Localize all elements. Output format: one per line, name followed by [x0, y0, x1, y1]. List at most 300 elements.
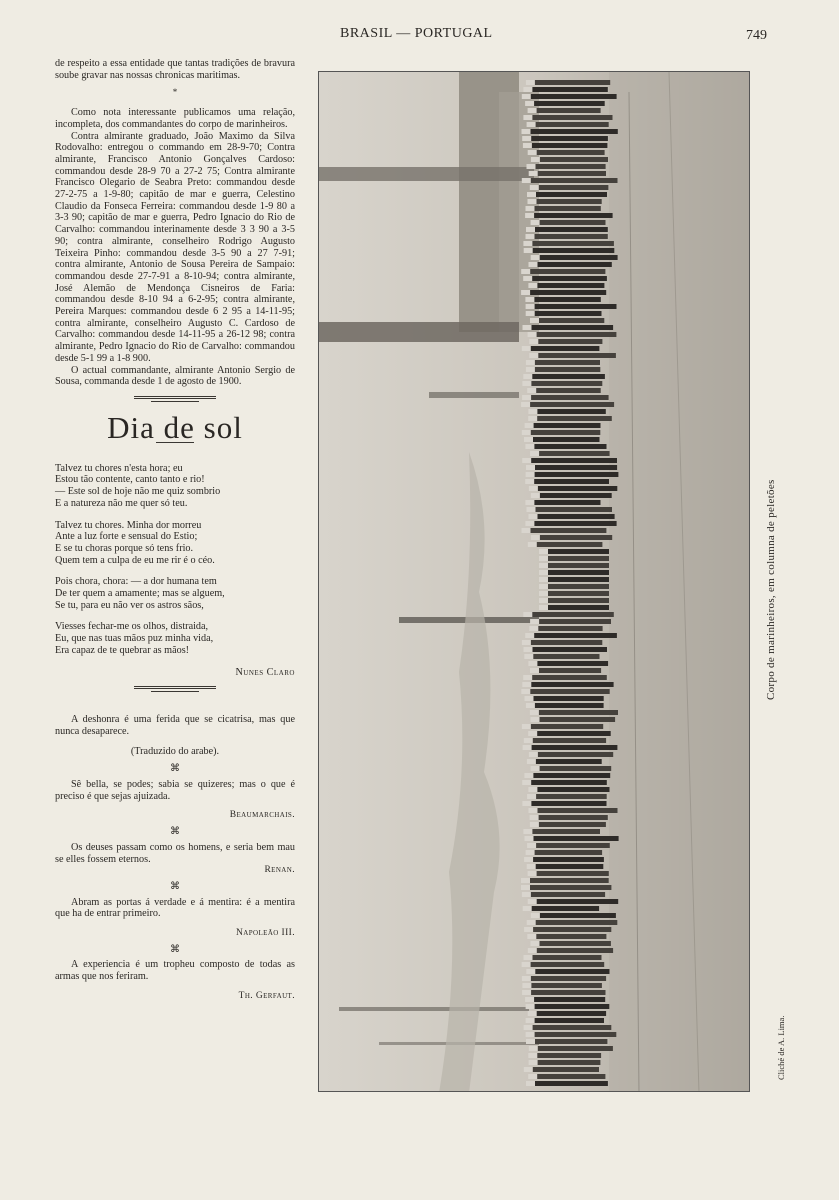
sailor-rank: [536, 542, 603, 547]
sailor-caps: [539, 563, 548, 568]
sailor-rank: [537, 171, 606, 176]
sailor-rank: [538, 185, 609, 190]
article-paragraph: Como nota interessante publicamos uma relação, incompleta, dos commandantes do corpo de marinheiros.: [55, 107, 295, 130]
poem-title: Dia de sol: [107, 409, 243, 445]
sailor-caps: [529, 626, 538, 631]
poem-line: Talvez tu chores n'esta hora; eu: [55, 462, 183, 474]
sailor-caps: [527, 507, 536, 512]
sailor-rank: [538, 318, 604, 323]
sailor-caps: [530, 822, 539, 827]
sailor-rank: [531, 829, 600, 834]
sailor-caps: [522, 983, 531, 988]
sailor-caps: [522, 780, 531, 785]
sailor-caps: [539, 556, 548, 561]
mast: [429, 392, 519, 398]
sailor-caps: [526, 850, 535, 855]
photo-credit: Cliché de A. Lima.: [776, 1015, 786, 1080]
sailor-rank: [532, 1025, 612, 1030]
poem-author: Nunes Claro: [235, 666, 295, 678]
poem-line: De ter quem a amamente; mas se alguem,: [55, 588, 225, 600]
sailor-caps: [522, 976, 531, 981]
sailor-rank: [537, 353, 616, 358]
sailor-rank: [538, 815, 608, 820]
sailor-rank: [529, 402, 614, 407]
sailor-caps: [526, 304, 535, 309]
sailor-rank: [537, 1046, 613, 1051]
maxim-source: Renan.: [264, 865, 295, 876]
sailor-caps: [524, 647, 533, 652]
sailor-rank: [536, 409, 605, 414]
sailor-caps: [528, 332, 537, 337]
sailor-caps: [522, 962, 531, 967]
sailor-caps: [529, 808, 538, 813]
sailor-caps: [523, 325, 532, 330]
sailor-caps: [526, 311, 535, 316]
section-separator: *: [172, 87, 178, 98]
sailors-photograph: [318, 71, 750, 1092]
sailor-caps: [529, 752, 538, 757]
sailor-rank: [536, 787, 609, 792]
sailor-caps: [524, 857, 533, 862]
sailor-caps: [527, 122, 536, 127]
poem-line: Se tu, para eu não ver os astros sãos,: [55, 599, 204, 611]
sailor-rank: [534, 1039, 607, 1044]
sailor-caps: [528, 1074, 537, 1079]
sailor-rank: [536, 108, 601, 113]
sailor-caps: [529, 1060, 538, 1065]
sailor-rank: [535, 794, 607, 799]
sailor-caps: [527, 920, 536, 925]
sailor-rank: [539, 493, 612, 498]
sailor-rank: [530, 640, 602, 645]
poem-line: Estou tão contente, canto tanto e rio!: [55, 474, 205, 486]
sailor-caps: [527, 192, 536, 197]
maxim-text: Os deuses passam como os homens, e seria bem mau se elles fossem eternos.: [55, 841, 295, 865]
sailor-rank: [530, 528, 607, 533]
sailor-caps: [529, 1046, 538, 1051]
poem-line: E se tu choras porque só tens frio.: [55, 542, 194, 554]
poem-stanza: [55, 576, 295, 611]
poem-stanza: [55, 520, 295, 567]
sailor-rank: [533, 213, 613, 218]
sailor-caps: [530, 815, 539, 820]
sailor-rank: [538, 619, 611, 624]
sailor-rank: [537, 262, 612, 267]
sailor-caps: [528, 542, 537, 547]
sailor-caps: [526, 703, 535, 708]
poem-line: Viesses fechar-me os olhos, distraida,: [55, 621, 209, 633]
sailor-caps: [530, 185, 539, 190]
sailor-rank: [534, 367, 600, 372]
maxim-source: Beaumarchais.: [229, 810, 295, 821]
sailor-caps: [524, 654, 533, 659]
sailor-caps: [524, 773, 533, 778]
sailor-rank: [534, 1004, 610, 1009]
sailor-caps: [530, 619, 539, 624]
sailor-rank: [537, 486, 617, 491]
left-column: [55, 58, 295, 1003]
sailor-caps: [522, 990, 531, 995]
sailor-caps: [525, 500, 534, 505]
sailor-rank: [530, 990, 605, 995]
sailor-rank: [536, 899, 619, 904]
sailor-caps: [531, 941, 540, 946]
mast: [319, 167, 534, 181]
sailor-rank: [538, 710, 618, 715]
sailor-rank: [529, 689, 609, 694]
sailor-caps: [528, 108, 537, 113]
sailor-caps: [523, 612, 532, 617]
sailor-rank: [536, 948, 613, 953]
sailor-caps: [531, 255, 540, 260]
sailor-caps: [531, 220, 540, 225]
sailor-rank: [536, 1011, 606, 1016]
sailor-rank: [539, 941, 611, 946]
sailor-rank: [530, 682, 613, 687]
poem-line: Quem tem a culpa de eu me rir é o céo.: [55, 554, 215, 566]
sailor-rank: [535, 164, 606, 169]
sailor-rank: [530, 381, 602, 386]
sailor-caps: [525, 836, 534, 841]
sailor-caps: [531, 157, 540, 162]
sailor-caps: [530, 451, 539, 456]
sailor-rank: [537, 752, 613, 757]
sailor-rank: [531, 241, 614, 246]
sailor-caps: [527, 759, 536, 764]
sailor-rank: [531, 87, 607, 92]
sailor-caps: [521, 290, 530, 295]
sailor-caps: [528, 1011, 537, 1016]
sailor-rank: [533, 521, 616, 526]
sailor-caps: [524, 738, 533, 743]
sailor-rank: [530, 346, 600, 351]
sailor-caps: [524, 437, 533, 442]
sailor-caps: [524, 248, 533, 253]
sailor-caps: [526, 969, 535, 974]
maxim-source: Napoleão III.: [236, 928, 295, 939]
sailor-caps: [525, 997, 534, 1002]
sailor-rank: [535, 192, 607, 197]
sailor-rank: [533, 479, 609, 484]
sailor-caps: [521, 269, 530, 274]
sailor-caps: [525, 696, 534, 701]
sailor-caps: [526, 1018, 535, 1023]
sailor-rank: [529, 290, 606, 295]
sailor-caps: [522, 682, 531, 687]
sailor-rank: [530, 801, 606, 806]
sailor-caps: [525, 297, 534, 302]
sailor-rank: [547, 584, 609, 589]
article-intro: de respeito a essa entidade que tantas tradições de bravura soube gravar nas nossas chronicas maritimas.: [55, 58, 295, 81]
mast: [319, 322, 519, 342]
sailor-rank: [535, 507, 613, 512]
sailor-rank: [530, 976, 606, 981]
sailor-caps: [522, 346, 531, 351]
sailor-caps: [529, 262, 538, 267]
sailor-caps: [522, 801, 531, 806]
sailor-caps: [527, 388, 536, 393]
sailor-caps: [528, 199, 537, 204]
sailor-rank: [536, 283, 604, 288]
sailor-caps: [526, 472, 535, 477]
poem-line: Eu, que nas tuas mãos puz minha vida,: [55, 633, 214, 645]
sailor-rank: [535, 920, 618, 925]
sailor-caps: [526, 206, 535, 211]
sailor-rank: [534, 969, 609, 974]
sailor-rank: [534, 465, 617, 470]
sailor-caps: [525, 423, 534, 428]
sailor-caps: [529, 353, 538, 358]
sailor-rank: [530, 780, 607, 785]
sailor-caps: [523, 906, 532, 911]
sailor-caps: [528, 416, 537, 421]
divider: [134, 686, 216, 689]
sailor-rank: [531, 745, 618, 750]
sailor-caps: [528, 871, 537, 876]
sailor-rank: [531, 612, 614, 617]
sailor-rank: [537, 339, 602, 344]
sailor-rank: [539, 255, 618, 260]
sailor-rank: [534, 703, 604, 708]
sailor-caps: [539, 605, 548, 610]
sailor-caps: [531, 717, 540, 722]
sailor-rank: [532, 857, 604, 862]
sailor-rank: [538, 668, 601, 673]
sailor-rank: [532, 437, 600, 442]
sailor-rank: [532, 773, 610, 778]
sailor-caps: [528, 731, 537, 736]
photo-illustration: [319, 72, 750, 1092]
sailor-rank: [531, 325, 614, 330]
sailor-caps: [528, 150, 537, 155]
sailor-rank: [537, 626, 602, 631]
sailor-caps: [539, 549, 548, 554]
sailor-rank: [533, 101, 605, 106]
sailor-caps: [523, 829, 532, 834]
sailor-rank: [534, 227, 608, 232]
sailor-rank: [529, 885, 611, 890]
sailor-caps: [524, 927, 533, 932]
sailor-caps: [526, 1039, 535, 1044]
maxim-source: Th. Gerfaut.: [238, 990, 295, 1001]
sailor-caps: [522, 458, 531, 463]
sailor-rank: [532, 955, 602, 960]
running-title: BRASIL — PORTUGAL: [340, 26, 493, 41]
sailor-caps: [521, 689, 530, 694]
sailor-caps: [539, 570, 548, 575]
sailor-caps: [530, 710, 539, 715]
sailor-rank: [534, 311, 602, 316]
sailor-rank: [530, 724, 603, 729]
sailor-rank: [536, 199, 602, 204]
sailor-rank: [547, 605, 609, 610]
sailor-rank: [533, 444, 606, 449]
sailor-rank: [532, 927, 611, 932]
sailor-rank: [547, 577, 609, 582]
sailor-rank: [535, 934, 606, 939]
sailor-rank: [533, 423, 601, 428]
sailor-rank: [538, 822, 606, 827]
maxim-text: A experiencia é um tropheu composto de todas as armas que nos feriram.: [55, 959, 295, 983]
sailor-rank: [534, 304, 617, 309]
sailor-caps: [524, 955, 533, 960]
sailor-rank: [533, 297, 600, 302]
sailor-rank: [532, 647, 608, 652]
sailor-rank: [539, 717, 616, 722]
sailor-rank: [532, 248, 615, 253]
sailor-caps: [528, 787, 537, 792]
sailor-rank: [539, 220, 606, 225]
article-paragraph: O actual commandante, almirante Antonio Sergio de Sousa, commanda desde 1 de agosto de 1900.: [55, 364, 295, 388]
sailor-caps: [526, 80, 535, 85]
sailor-caps: [528, 283, 537, 288]
sailor-rank: [534, 1081, 608, 1086]
maxim-source: (Traduzido do arabe).: [130, 745, 220, 757]
maxim-text: A deshonra é uma ferida que se cicatrisa, mas que nunca desaparece.: [55, 714, 295, 737]
ornament-icon: ⌘: [170, 763, 180, 775]
sailor-caps: [528, 1053, 537, 1058]
sailor-caps: [522, 430, 531, 435]
sailor-caps: [526, 1081, 535, 1086]
sailor-caps: [522, 178, 531, 183]
sailor-caps: [539, 598, 548, 603]
sailor-rank: [530, 892, 605, 897]
sailor-caps: [526, 1032, 535, 1037]
poem-line: E a natureza não me quer só teu.: [55, 497, 188, 509]
sailor-rank: [534, 850, 603, 855]
divider: [151, 401, 199, 402]
poem-stanza: [55, 463, 295, 510]
sailor-caps: [526, 234, 535, 239]
ornament-icon: ⌘: [170, 826, 180, 838]
sailor-rank: [547, 570, 609, 575]
sailor-rank: [530, 458, 617, 463]
sailor-rank: [534, 472, 619, 477]
sailor-caps: [522, 395, 531, 400]
sailor-rank: [533, 696, 604, 701]
sailor-rank: [535, 843, 610, 848]
divider: [134, 396, 216, 399]
sailor-caps: [522, 892, 531, 897]
ornament-icon: ⌘: [170, 943, 180, 955]
sailor-rank: [539, 535, 612, 540]
sailor-rank: [547, 591, 609, 596]
sailor-rank: [547, 598, 609, 603]
sailor-rank: [535, 759, 602, 764]
sailor-caps: [521, 402, 530, 407]
poem-line: — Este sol de hoje não me quiz sombrio: [55, 486, 221, 498]
sailor-caps: [521, 885, 530, 890]
sailor-caps: [527, 164, 536, 169]
sailor-caps: [531, 493, 540, 498]
sailor-rank: [536, 1053, 601, 1058]
sailor-rank: [536, 661, 608, 666]
sailor-caps: [539, 584, 548, 589]
sailor-caps: [527, 934, 536, 939]
mast: [339, 1007, 529, 1011]
sailor-rank: [534, 1032, 617, 1037]
ornament-icon: ⌘: [170, 880, 180, 892]
sailor-rank: [531, 675, 607, 680]
sailor-caps: [531, 766, 540, 771]
sailor-caps: [525, 213, 534, 218]
page-number: 749: [746, 28, 767, 43]
sailor-caps: [530, 668, 539, 673]
article-paragraph: Contra almirante graduado, João Maximo da Silva Rodovalho: entregou o commando em 28-9-70; Contra almirante, Francisco Antonio Gonçalves Cardoso: commandou desde 28-9 70 a 27-2 75; Contra almirante Francisco Olegario de Seabra Preto: commandou desde 27-2-75 a 1-9-80; capitão de mar e guerra, Celestino Claudio da Fonseca Ferreira: commandou desde 1-9 80 a 3-3 90; capitão de mar e guerra, Pedro Ignacio do Rio de Carvalho: commandou interinamente desde 3 3 90 a 3-5 90; contra almirante, conselheiro Rodrigo Augusto Teixeira Pinho: commandou desde 3-5 90 a 27 7-91; contra almirante, Antonio de Sousa Pereira de Sampaio: commandou desde 27-7-91 a 8-10-94; contra almirante, José Alemão de Mendonça Cisneiros de Faria: commandou desde 8-10 94 a 6-2-95; contra almirante, Pereira Marques: commandou desde 6 2 95 a 14-11-95; contra almirante, conselheiro Augusto C. Cardoso de Carvalho: commandou desde 14-11-95 a 26-12 98; contra almirante, Pedro Ignacio do Rio de Carvalho: commandou desde 5-1 99 a 1-8 900.: [55, 130, 295, 364]
sailor-caps: [523, 276, 532, 281]
sailor-rank: [535, 864, 604, 869]
sailor-caps: [529, 339, 538, 344]
sailor-rank: [532, 1067, 599, 1072]
sailor-rank: [539, 766, 612, 771]
sailor-caps: [528, 409, 537, 414]
sailor-rank: [537, 514, 615, 519]
sailor-rank: [535, 122, 609, 127]
sailor-caps: [523, 745, 532, 750]
sailor-caps: [529, 171, 538, 176]
sailor-rank: [530, 962, 605, 967]
sailor-rank: [536, 332, 617, 337]
sailor-caps: [539, 577, 548, 582]
sailor-rank: [538, 451, 610, 456]
sailor-caps: [522, 136, 531, 141]
sailor-rank: [531, 906, 599, 911]
sailor-rank: [532, 738, 606, 743]
sailor-rank: [547, 556, 609, 561]
sailor-caps: [526, 465, 535, 470]
sailor-caps: [523, 115, 532, 120]
sailor-rank: [530, 129, 618, 134]
poem-line: Era capaz de te quebrar as mãos!: [55, 644, 190, 656]
sailor-caps: [524, 1025, 533, 1030]
sailor-rank: [532, 654, 599, 659]
poem-line: Ante a luz forte e sensual do Estio;: [55, 531, 198, 543]
sailor-rank: [531, 143, 608, 148]
sailor-caps: [526, 367, 535, 372]
sailor-rank: [536, 1074, 605, 1079]
sailor-caps: [529, 514, 538, 519]
sailor-caps: [522, 528, 531, 533]
sailor-caps: [528, 948, 537, 953]
sailor-caps: [523, 374, 532, 379]
sailor-rank: [547, 563, 609, 568]
sailor-rank: [530, 94, 617, 99]
sailor-rank: [529, 269, 605, 274]
sailor-rank: [534, 360, 600, 365]
sailor-rank: [536, 150, 605, 155]
sailor-rank: [533, 633, 617, 638]
sailor-rank: [534, 80, 610, 85]
sailor-rank: [536, 871, 609, 876]
sailor-caps: [529, 486, 538, 491]
photo-caption: Corpo de marinheiros, em columna de peletões: [765, 479, 777, 700]
sailor-caps: [525, 101, 534, 106]
sailor-rank: [530, 430, 601, 435]
sailor-rank: [537, 1060, 601, 1065]
sailor-caps: [531, 535, 540, 540]
sailor-caps: [525, 521, 534, 526]
sailor-rank: [529, 878, 609, 883]
sailor-caps: [531, 913, 540, 918]
sailor-caps: [523, 675, 532, 680]
sailor-rank: [530, 395, 609, 400]
sailor-rank: [531, 374, 605, 379]
poem-stanza: [55, 621, 295, 656]
sailor-rank: [533, 836, 619, 841]
sailor-caps: [522, 381, 531, 386]
sailor-rank: [547, 549, 609, 554]
sailor-caps: [523, 241, 532, 246]
